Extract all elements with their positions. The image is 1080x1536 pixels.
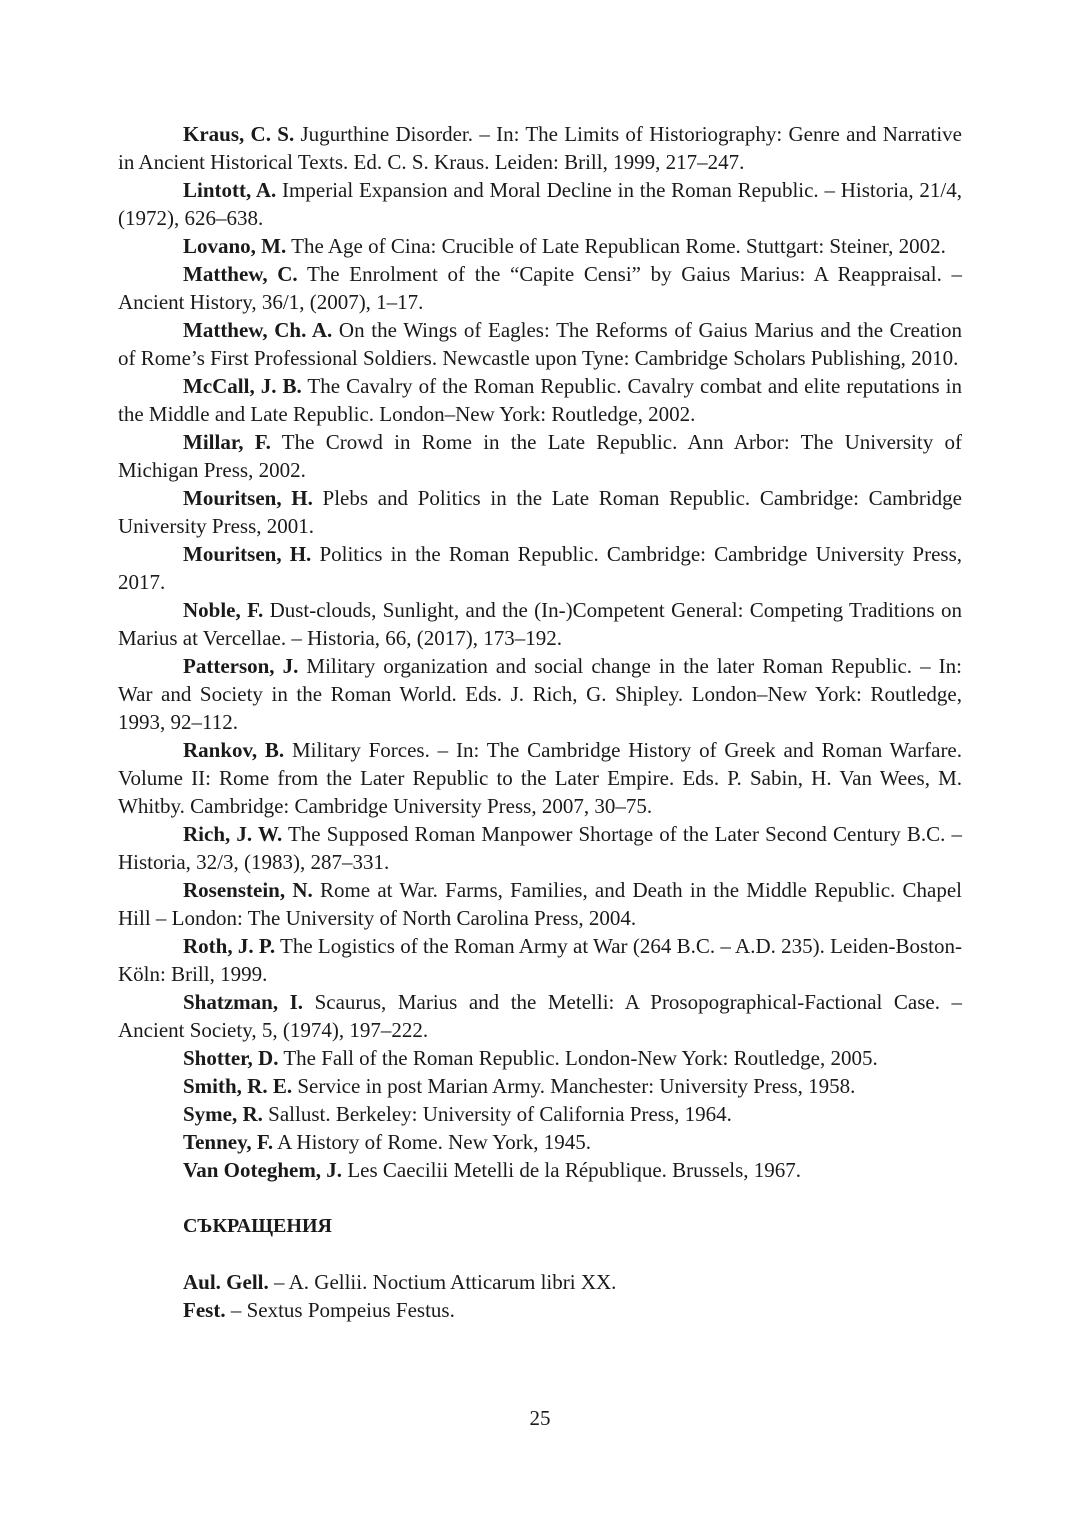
bibliography-entry: [118, 484, 962, 540]
bibliography-entry: [118, 1156, 962, 1184]
bibliography-entry: [118, 260, 962, 316]
bibliography-entry-text: Les Caecilii Metelli de la République. Brussels, 1967.: [342, 1158, 802, 1182]
page-number: 25: [529, 1406, 551, 1430]
bibliography-entry-text: Military Forces. – In: The Cambridge History of Greek and Roman Warfare. Volume II: Rome from the Later Republic to the Later Empire. Eds. P. Sabin, H. Van Wees, M. Whitby. Cambridge: Cambridge University Press, 2007, 30–75.: [118, 738, 963, 818]
bibliography-entry-author: Kraus, C. S.: [183, 122, 295, 146]
bibliography-short-list: [118, 1044, 962, 1184]
bibliography-entry-author: Matthew, Ch. A.: [183, 318, 333, 342]
bibliography-entry-text: The Age of Cina: Crucible of Late Republican Rome. Stuttgart: Steiner, 2002.: [286, 234, 946, 258]
abbreviation-entry: [118, 1296, 962, 1324]
bibliography-entry-author: Patterson, J.: [183, 654, 299, 678]
bibliography-entry-author: Rich, J. W.: [183, 822, 283, 846]
abbreviation-entry-text: – A. Gellii. Noctium Atticarum libri XX.: [268, 1270, 617, 1294]
bibliography-entry: [118, 120, 962, 176]
bibliography-entry-text: On the Wings of Eagles: The Reforms of Gaius Marius and the Creation of Rome’s First Professional Soldiers. Newcastle upon Tyne: Cambridge Scholars Publishing, 2010.: [118, 318, 962, 370]
bibliography-entry-author: Rosenstein, N.: [183, 878, 313, 902]
bibliography-entry-text: Rome at War. Farms, Families, and Death in the Middle Republic. Chapel Hill – London: The University of North Carolina Press, 2004.: [118, 878, 962, 930]
bibliography-entry: [118, 176, 962, 232]
bibliography-entry: [118, 428, 962, 484]
bibliography-entry-author: Shatzman, I.: [183, 990, 304, 1014]
bibliography-entry-author: Syme, R.: [183, 1102, 263, 1126]
bibliography-list: [118, 120, 962, 1044]
bibliography-entry: [118, 1128, 962, 1156]
bibliography-entry-author: Roth, J. P.: [183, 934, 276, 958]
bibliography-entry: [118, 1072, 962, 1100]
bibliography-entry: [118, 932, 962, 988]
bibliography-entry-text: Scaurus, Marius and the Metelli: A Prosopographical-Factional Case. – Ancient Society, 5, (1974), 197–222.: [118, 990, 962, 1042]
bibliography-entry: [118, 652, 962, 736]
document-page: [118, 120, 962, 1324]
bibliography-entry-text: The Cavalry of the Roman Republic. Cavalry combat and elite reputations in the Middle and Late Republic. London–New York: Routledge, 2002.: [118, 374, 963, 426]
bibliography-entry-author: Noble, F.: [183, 598, 264, 622]
bibliography-entry: [118, 1044, 962, 1072]
bibliography-entry: [118, 232, 962, 260]
abbreviation-entry-text: – Sextus Pompeius Festus.: [225, 1298, 455, 1322]
bibliography-entry-author: McCall, J. B.: [183, 374, 302, 398]
abbreviations-list: [118, 1268, 962, 1324]
bibliography-entry-author: Tenney, F.: [183, 1130, 274, 1154]
bibliography-entry-text: Jugurthine Disorder. – In: The Limits of Historiography: Genre and Narrative in Ancient Historical Texts. Ed. C. S. Kraus. Leiden: Brill, 1999, 217–247.: [118, 122, 962, 174]
bibliography-entry-text: The Fall of the Roman Republic. London-New York: Routledge, 2005.: [278, 1046, 878, 1070]
abbreviations-heading: СЪКРАЩЕНИЯ: [183, 1215, 332, 1237]
bibliography-entry: [118, 372, 962, 428]
bibliography-entry-author: Matthew, C.: [183, 262, 298, 286]
bibliography-entry: [118, 820, 962, 876]
bibliography-entry-text: Politics in the Roman Republic. Cambridge: Cambridge University Press, 2017.: [118, 542, 962, 594]
bibliography-entry: [118, 988, 962, 1044]
bibliography-entry: [118, 876, 962, 932]
abbreviation-entry-author: Aul. Gell.: [183, 1270, 269, 1294]
bibliography-entry-author: Rankov, B.: [183, 738, 285, 762]
bibliography-entry-text: Plebs and Politics in the Late Roman Republic. Cambridge: Cambridge University Press, 2001.: [118, 486, 962, 538]
bibliography-entry-author: Shotter, D.: [183, 1046, 279, 1070]
bibliography-entry-text: The Enrolment of the “Capite Censi” by Gaius Marius: A Reappraisal. – Ancient History, 36/1, (2007), 1–17.: [118, 262, 963, 314]
abbreviation-entry: [118, 1268, 962, 1296]
bibliography-entry: [118, 1100, 962, 1128]
bibliography-entry-text: Imperial Expansion and Moral Decline in the Roman Republic. – Historia, 21/4, (1972), 626–638.: [118, 178, 962, 230]
bibliography-entry-text: Military organization and social change in the later Roman Republic. – In: War and Society in the Roman World. Eds. J. Rich, G. Shipley. London–New York: Routledge, 1993, 92–112.: [118, 654, 962, 734]
bibliography-entry-author: Smith, R. E.: [183, 1074, 293, 1098]
bibliography-entry-text: Sallust. Berkeley: University of California Press, 1964.: [262, 1102, 732, 1126]
bibliography-entry: [118, 596, 962, 652]
bibliography-entry-author: Lintott, A.: [183, 178, 277, 202]
bibliography-entry-text: Dust-clouds, Sunlight, and the (In-)Competent General: Competing Traditions on Marius at Vercellae. – Historia, 66, (2017), 173–192.: [118, 598, 962, 650]
bibliography-entry-author: Mouritsen, H.: [183, 542, 312, 566]
bibliography-entry-text: Service in post Marian Army. Manchester: University Press, 1958.: [292, 1074, 856, 1098]
bibliography-entry-author: Mouritsen, H.: [183, 486, 313, 510]
bibliography-entry-text: The Crowd in Rome in the Late Republic. Ann Arbor: The University of Michigan Press, 2002.: [118, 430, 962, 482]
bibliography-entry: [118, 540, 962, 596]
abbreviation-entry-author: Fest.: [183, 1298, 226, 1322]
bibliography-entry-author: Lovano, M.: [183, 234, 287, 258]
bibliography-entry: [118, 316, 962, 372]
bibliography-entry-text: The Logistics of the Roman Army at War (264 B.C. – A.D. 235). Leiden-Boston-Köln: Brill, 1999.: [118, 934, 962, 986]
bibliography-entry-text: The Supposed Roman Manpower Shortage of the Later Second Century B.C. – Historia, 32/3, (1983), 287–331.: [118, 822, 962, 874]
bibliography-entry-author: Millar, F.: [183, 430, 271, 454]
bibliography-entry-author: Van Ooteghem, J.: [183, 1158, 343, 1182]
bibliography-entry-text: A History of Rome. New York, 1945.: [273, 1130, 592, 1154]
bibliography-entry: [118, 736, 962, 820]
